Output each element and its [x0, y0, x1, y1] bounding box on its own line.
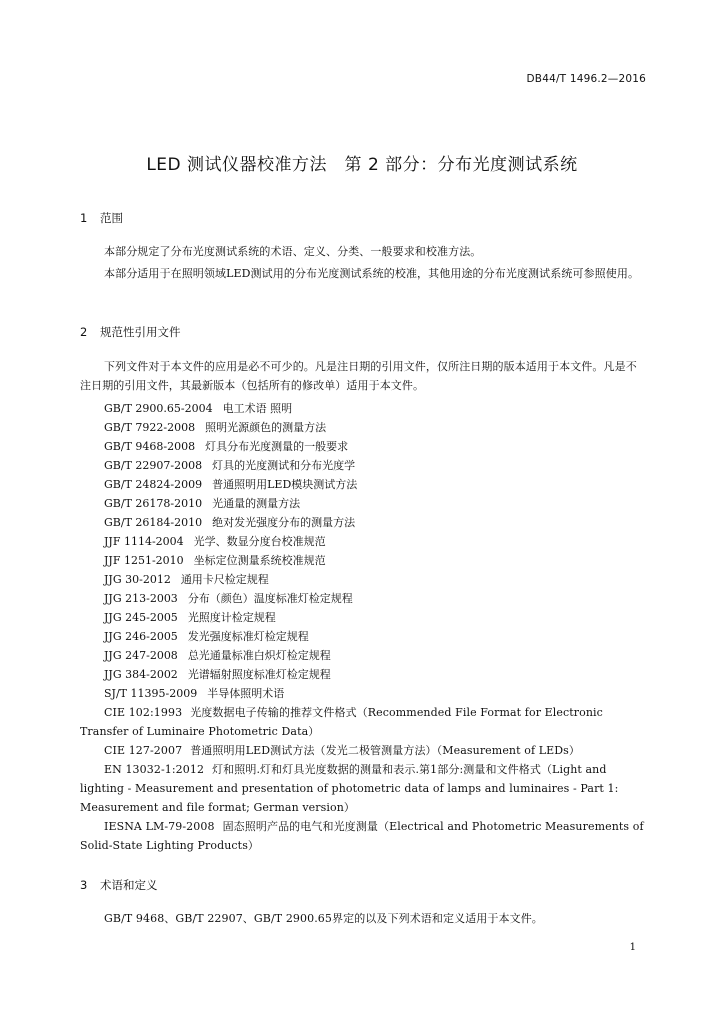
reference-item [104, 418, 326, 437]
reference-title: 分布（颜色）温度标准灯检定规程 [187, 592, 353, 605]
reference-title: 通用卡尺检定规程 [180, 573, 269, 586]
reference-title: 光学、数显分度台校准规范 [193, 535, 326, 548]
reference-item [104, 532, 326, 551]
section-title: 规范性引用文件 [100, 325, 181, 339]
section-title: 范围 [100, 211, 123, 225]
reference-code: GB/T 22907-2008 [104, 459, 203, 472]
reference-item [104, 513, 355, 532]
reference-title: 半导体照明术语 [207, 687, 285, 700]
reference-code: GB/T 2900.65-2004 [104, 402, 213, 415]
reference-item [104, 684, 284, 703]
section-number: 2 [80, 325, 88, 339]
reference-item [104, 456, 355, 475]
reference-title: 照明光源颜色的测量方法 [205, 421, 327, 434]
reference-code: JJG 384-2002 [104, 668, 178, 681]
section-title: 术语和定义 [100, 878, 158, 892]
section-2-heading [80, 324, 181, 340]
paragraph: GB/T 9468、GB/T 22907、GB/T 2900.65界定的以及下列术语和定义适用于本文件。 [104, 912, 543, 925]
reference-item [104, 551, 326, 570]
reference-code: CIE 127-2007 [104, 744, 183, 757]
reference-title: 总光通量标准白炽灯检定规程 [187, 649, 331, 662]
reference-code: GB/T 7922-2008 [104, 421, 196, 434]
section-number: 3 [80, 878, 88, 892]
reference-title: 灯具的光度测试和分布光度学 [212, 459, 356, 472]
reference-code: IESNA LM-79-2008 [104, 820, 215, 833]
reference-code: JJG 213-2003 [104, 592, 178, 605]
section-1-heading [80, 210, 123, 226]
section-3-heading [80, 877, 158, 893]
reference-title: 光度数据电子传输的推荐文件格式（Recommended File Format for Electronic Transfer of Luminaire Photometric Data） [80, 706, 603, 738]
reference-code: GB/T 26178-2010 [104, 497, 203, 510]
standard-number: DB44/T 1496.2—2016 [526, 73, 646, 85]
paragraph: 本部分适用于在照明领域LED测试用的分布光度测试系统的校准，其他用途的分布光度测试系统可参照使用。 [104, 267, 640, 280]
reference-item [104, 494, 300, 513]
paragraph: 本部分规定了分布光度测试系统的术语、定义、分类、一般要求和校准方法。 [104, 245, 482, 258]
reference-title: 光谱辐射照度标准灯检定规程 [187, 668, 331, 681]
reference-item [104, 437, 348, 456]
reference-title: 普通照明用LED模块测试方法 [212, 478, 358, 491]
reference-title: 电工术语 照明 [222, 402, 293, 415]
reference-code: CIE 102:1993 [104, 706, 183, 719]
reference-item [104, 570, 269, 589]
reference-item [80, 741, 644, 760]
reference-title: 灯具分布光度测量的一般要求 [205, 440, 349, 453]
reference-item [104, 399, 292, 418]
reference-code: JJG 247-2008 [104, 649, 178, 662]
reference-code: SJ/T 11395-2009 [104, 687, 198, 700]
reference-code: JJF 1114-2004 [104, 535, 184, 548]
reference-item [104, 589, 353, 608]
reference-item [104, 475, 357, 494]
reference-item [104, 646, 331, 665]
reference-title: 发光强度标准灯检定规程 [187, 630, 309, 643]
section-number: 1 [80, 211, 88, 225]
reference-title: 光照度计检定规程 [187, 611, 276, 624]
reference-item [80, 817, 644, 855]
reference-title: 固态照明产品的电气和光度测量（Electrical and Photometric Measurements of Solid-State Lighting Products） [80, 820, 644, 852]
reference-title: 坐标定位测量系统校准规范 [193, 554, 326, 567]
reference-item [104, 627, 309, 646]
reference-code: EN 13032-1:2012 [104, 763, 205, 776]
reference-item [104, 665, 331, 684]
paragraph: 下列文件对于本文件的应用是必不可少的。凡是注日期的引用文件，仅所注日期的版本适用于本文件。凡是不注日期的引用文件，其最新版本（包括所有的修改单）适用于本文件。 [80, 360, 637, 392]
page-number: 1 [629, 942, 636, 953]
reference-code: JJG 245-2005 [104, 611, 178, 624]
reference-code: GB/T 26184-2010 [104, 516, 203, 529]
reference-code: JJG 246-2005 [104, 630, 178, 643]
document-title: LED 测试仪器校准方法 第 2 部分：分布光度测试系统 [146, 155, 578, 175]
reference-item [80, 703, 644, 741]
reference-title: 光通量的测量方法 [212, 497, 301, 510]
reference-item [104, 608, 276, 627]
reference-title: 灯和照明.灯和灯具光度数据的测量和表示.第1部分:测量和文件格式（Light and lighting - Measurement and presentation of photometric data of lamps and luminaires - Part 1: Measurement and file format; German version） [80, 763, 619, 814]
reference-code: JJF 1251-2010 [104, 554, 184, 567]
reference-code: GB/T 9468-2008 [104, 440, 196, 453]
reference-item [80, 760, 644, 817]
reference-code: GB/T 24824-2009 [104, 478, 203, 491]
reference-title: 普通照明用LED测试方法（发光二极管测量方法）（Measurement of LEDs） [190, 744, 581, 757]
reference-code: JJG 30-2012 [104, 573, 171, 586]
reference-title: 绝对发光强度分布的测量方法 [212, 516, 356, 529]
